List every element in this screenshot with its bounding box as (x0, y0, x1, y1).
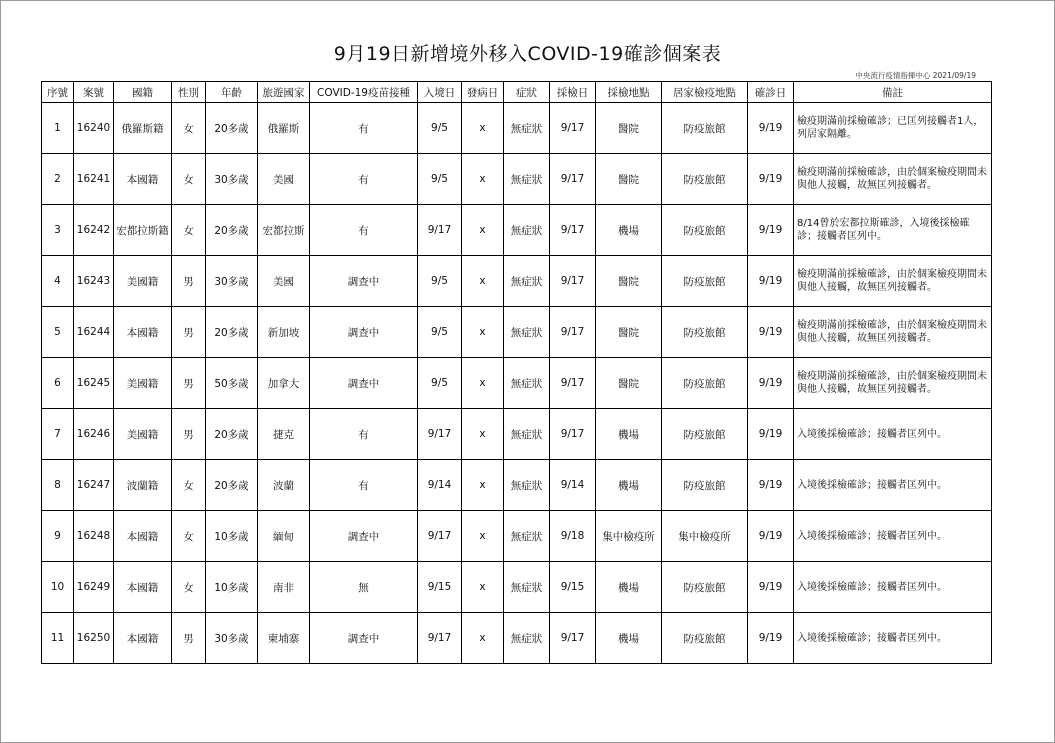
table-row (42, 613, 992, 664)
cell-symptoms: 無症狀 (504, 511, 550, 562)
cell-confirm-date: 9/19 (748, 460, 794, 511)
cell-test-location: 機場 (596, 613, 662, 664)
table-row (42, 307, 992, 358)
cell-case-no: 16242 (74, 205, 114, 256)
cell-travel-country: 捷克 (258, 409, 310, 460)
cell-vaccination: 調查中 (310, 358, 418, 409)
cell-notes: 檢疫期滿前採檢確診，由於個案檢疫期間未與他人接觸，故無匡列接觸者。 (794, 256, 992, 307)
cell-test-location: 醫院 (596, 307, 662, 358)
cell-notes: 入境後採檢確診；接觸者匡列中。 (794, 409, 992, 460)
cell-entry-date: 9/15 (418, 562, 462, 613)
cell-vaccination: 有 (310, 205, 418, 256)
cell-quarantine-location: 防疫旅館 (662, 154, 748, 205)
cell-sex: 女 (172, 154, 206, 205)
cell-nationality: 俄羅斯籍 (114, 103, 172, 154)
table-row (42, 154, 992, 205)
cell-test-location: 機場 (596, 205, 662, 256)
cell-nationality: 本國籍 (114, 613, 172, 664)
case-table (41, 81, 992, 664)
cell-confirm-date: 9/19 (748, 103, 794, 154)
cell-quarantine-location: 防疫旅館 (662, 460, 748, 511)
col-header-notes: 備註 (794, 82, 992, 103)
cell-notes: 入境後採檢確診；接觸者匡列中。 (794, 613, 992, 664)
cell-travel-country: 緬甸 (258, 511, 310, 562)
cell-symptoms: 無症狀 (504, 409, 550, 460)
cell-onset-date: x (462, 103, 504, 154)
cell-test-location: 機場 (596, 409, 662, 460)
cell-quarantine-location: 防疫旅館 (662, 256, 748, 307)
cell-sex: 男 (172, 358, 206, 409)
cell-test-date: 9/15 (550, 562, 596, 613)
cell-sex: 女 (172, 562, 206, 613)
cell-test-location: 醫院 (596, 154, 662, 205)
table-row (42, 103, 992, 154)
cell-test-location: 醫院 (596, 256, 662, 307)
cell-travel-country: 波蘭 (258, 460, 310, 511)
cell-symptoms: 無症狀 (504, 103, 550, 154)
cell-entry-date: 9/14 (418, 460, 462, 511)
cell-onset-date: x (462, 511, 504, 562)
cell-age: 30多歲 (206, 154, 258, 205)
cell-seq: 2 (42, 154, 74, 205)
cell-confirm-date: 9/19 (748, 154, 794, 205)
cell-quarantine-location: 防疫旅館 (662, 409, 748, 460)
cell-onset-date: x (462, 205, 504, 256)
cell-travel-country: 美國 (258, 256, 310, 307)
cell-test-date: 9/17 (550, 307, 596, 358)
cell-notes: 檢疫期滿前採檢確診；已匡列接觸者1人，列居家隔離。 (794, 103, 992, 154)
cell-vaccination: 調查中 (310, 307, 418, 358)
cell-case-no: 16240 (74, 103, 114, 154)
cell-vaccination: 調查中 (310, 511, 418, 562)
cell-quarantine-location: 集中檢疫所 (662, 511, 748, 562)
cell-symptoms: 無症狀 (504, 154, 550, 205)
cell-nationality: 波蘭籍 (114, 460, 172, 511)
cell-onset-date: x (462, 409, 504, 460)
cell-onset-date: x (462, 460, 504, 511)
cell-age: 30多歲 (206, 613, 258, 664)
cell-quarantine-location: 防疫旅館 (662, 562, 748, 613)
cell-symptoms: 無症狀 (504, 205, 550, 256)
cell-quarantine-location: 防疫旅館 (662, 613, 748, 664)
cell-vaccination: 調查中 (310, 613, 418, 664)
cell-test-location: 機場 (596, 460, 662, 511)
cell-symptoms: 無症狀 (504, 613, 550, 664)
cell-case-no: 16245 (74, 358, 114, 409)
cell-quarantine-location: 防疫旅館 (662, 358, 748, 409)
table-row (42, 409, 992, 460)
cell-test-date: 9/17 (550, 358, 596, 409)
cell-travel-country: 南非 (258, 562, 310, 613)
col-header-symptoms: 症狀 (504, 82, 550, 103)
cell-case-no: 16244 (74, 307, 114, 358)
cell-vaccination: 無 (310, 562, 418, 613)
cell-age: 10多歲 (206, 511, 258, 562)
col-header-quarantine-location: 居家檢疫地點 (662, 82, 748, 103)
cell-vaccination: 有 (310, 460, 418, 511)
cell-quarantine-location: 防疫旅館 (662, 307, 748, 358)
cell-test-date: 9/14 (550, 460, 596, 511)
cell-travel-country: 加拿大 (258, 358, 310, 409)
cell-confirm-date: 9/19 (748, 358, 794, 409)
col-header-seq: 序號 (42, 82, 74, 103)
col-header-test-location: 採檢地點 (596, 82, 662, 103)
cell-seq: 5 (42, 307, 74, 358)
cell-travel-country: 宏都拉斯 (258, 205, 310, 256)
cell-seq: 1 (42, 103, 74, 154)
cell-nationality: 美國籍 (114, 358, 172, 409)
cell-age: 20多歲 (206, 460, 258, 511)
col-header-nationality: 國籍 (114, 82, 172, 103)
cell-test-date: 9/17 (550, 154, 596, 205)
cell-case-no: 16248 (74, 511, 114, 562)
cell-sex: 女 (172, 205, 206, 256)
cell-nationality: 本國籍 (114, 562, 172, 613)
cell-test-location: 醫院 (596, 358, 662, 409)
cell-sex: 女 (172, 460, 206, 511)
cell-entry-date: 9/17 (418, 511, 462, 562)
cell-seq: 7 (42, 409, 74, 460)
cell-case-no: 16241 (74, 154, 114, 205)
cell-travel-country: 美國 (258, 154, 310, 205)
cell-confirm-date: 9/19 (748, 562, 794, 613)
cell-symptoms: 無症狀 (504, 460, 550, 511)
cell-nationality: 本國籍 (114, 307, 172, 358)
cell-vaccination: 有 (310, 103, 418, 154)
cell-test-date: 9/17 (550, 256, 596, 307)
cell-case-no: 16249 (74, 562, 114, 613)
page-title: 9月19日新增境外移入COVID-19確診個案表 (333, 43, 722, 65)
cell-seq: 8 (42, 460, 74, 511)
table-row (42, 205, 992, 256)
cell-test-location: 機場 (596, 562, 662, 613)
cell-nationality: 美國籍 (114, 409, 172, 460)
cell-case-no: 16243 (74, 256, 114, 307)
cell-nationality: 美國籍 (114, 256, 172, 307)
cell-quarantine-location: 防疫旅館 (662, 103, 748, 154)
cell-notes: 入境後採檢確診；接觸者匡列中。 (794, 562, 992, 613)
table-row (42, 562, 992, 613)
cell-age: 30多歲 (206, 256, 258, 307)
cell-age: 20多歲 (206, 307, 258, 358)
cell-entry-date: 9/17 (418, 205, 462, 256)
cell-travel-country: 柬埔寨 (258, 613, 310, 664)
cell-case-no: 16246 (74, 409, 114, 460)
cell-seq: 10 (42, 562, 74, 613)
cell-onset-date: x (462, 154, 504, 205)
cell-test-date: 9/17 (550, 205, 596, 256)
cell-case-no: 16250 (74, 613, 114, 664)
cell-entry-date: 9/5 (418, 358, 462, 409)
cell-seq: 11 (42, 613, 74, 664)
cell-symptoms: 無症狀 (504, 307, 550, 358)
cell-seq: 3 (42, 205, 74, 256)
cell-onset-date: x (462, 307, 504, 358)
cell-sex: 男 (172, 613, 206, 664)
cell-confirm-date: 9/19 (748, 205, 794, 256)
cell-age: 20多歲 (206, 409, 258, 460)
col-header-confirm-date: 確診日 (748, 82, 794, 103)
cell-symptoms: 無症狀 (504, 562, 550, 613)
cell-entry-date: 9/17 (418, 409, 462, 460)
cell-test-location: 醫院 (596, 103, 662, 154)
cell-entry-date: 9/5 (418, 103, 462, 154)
cell-confirm-date: 9/19 (748, 307, 794, 358)
cell-notes: 檢疫期滿前採檢確診，由於個案檢疫期間未與他人接觸，故無匡列接觸者。 (794, 358, 992, 409)
cell-test-date: 9/17 (550, 409, 596, 460)
cell-notes: 檢疫期滿前採檢確診，由於個案檢疫期間未與他人接觸，故無匡列接觸者。 (794, 307, 992, 358)
cell-quarantine-location: 防疫旅館 (662, 205, 748, 256)
cell-confirm-date: 9/19 (748, 613, 794, 664)
col-header-entry-date: 入境日 (418, 82, 462, 103)
cell-nationality: 本國籍 (114, 511, 172, 562)
cell-notes: 8/14曾於宏都拉斯確診，入境後採檢確診；接觸者匡列中。 (794, 205, 992, 256)
cell-entry-date: 9/5 (418, 154, 462, 205)
col-header-travel-country: 旅遊國家 (258, 82, 310, 103)
cell-sex: 女 (172, 103, 206, 154)
cell-vaccination: 有 (310, 154, 418, 205)
cell-onset-date: x (462, 358, 504, 409)
cell-age: 50多歲 (206, 358, 258, 409)
cell-onset-date: x (462, 562, 504, 613)
col-header-case-no: 案號 (74, 82, 114, 103)
cell-notes: 檢疫期滿前採檢確診，由於個案檢疫期間未與他人接觸，故無匡列接觸者。 (794, 154, 992, 205)
cell-notes: 入境後採檢確診；接觸者匡列中。 (794, 460, 992, 511)
table-row (42, 460, 992, 511)
col-header-age: 年齡 (206, 82, 258, 103)
cell-seq: 4 (42, 256, 74, 307)
cell-notes: 入境後採檢確診；接觸者匡列中。 (794, 511, 992, 562)
cell-test-date: 9/17 (550, 613, 596, 664)
cell-sex: 男 (172, 409, 206, 460)
cell-confirm-date: 9/19 (748, 409, 794, 460)
cell-entry-date: 9/17 (418, 613, 462, 664)
cell-nationality: 本國籍 (114, 154, 172, 205)
cell-seq: 6 (42, 358, 74, 409)
cell-vaccination: 調查中 (310, 256, 418, 307)
cell-sex: 男 (172, 307, 206, 358)
cell-age: 20多歲 (206, 103, 258, 154)
cell-confirm-date: 9/19 (748, 256, 794, 307)
col-header-vaccination: COVID-19疫苗接種 (310, 82, 418, 103)
col-header-sex: 性別 (172, 82, 206, 103)
cell-symptoms: 無症狀 (504, 358, 550, 409)
cell-travel-country: 新加坡 (258, 307, 310, 358)
cell-test-location: 集中檢疫所 (596, 511, 662, 562)
cell-entry-date: 9/5 (418, 307, 462, 358)
cell-sex: 女 (172, 511, 206, 562)
cell-case-no: 16247 (74, 460, 114, 511)
cell-travel-country: 俄羅斯 (258, 103, 310, 154)
table-row (42, 511, 992, 562)
table-row (42, 358, 992, 409)
col-header-onset-date: 發病日 (462, 82, 504, 103)
cell-onset-date: x (462, 613, 504, 664)
cell-onset-date: x (462, 256, 504, 307)
source-attribution: 中央流行疫情指揮中心 2021/09/19 (855, 71, 976, 80)
cell-seq: 9 (42, 511, 74, 562)
cell-age: 20多歲 (206, 205, 258, 256)
col-header-test-date: 採檢日 (550, 82, 596, 103)
cell-vaccination: 有 (310, 409, 418, 460)
cell-entry-date: 9/5 (418, 256, 462, 307)
cell-symptoms: 無症狀 (504, 256, 550, 307)
cell-nationality: 宏都拉斯籍 (114, 205, 172, 256)
table-row (42, 256, 992, 307)
table-header-row (42, 82, 992, 103)
cell-age: 10多歲 (206, 562, 258, 613)
cell-confirm-date: 9/19 (748, 511, 794, 562)
cell-test-date: 9/18 (550, 511, 596, 562)
cell-test-date: 9/17 (550, 103, 596, 154)
cell-sex: 男 (172, 256, 206, 307)
